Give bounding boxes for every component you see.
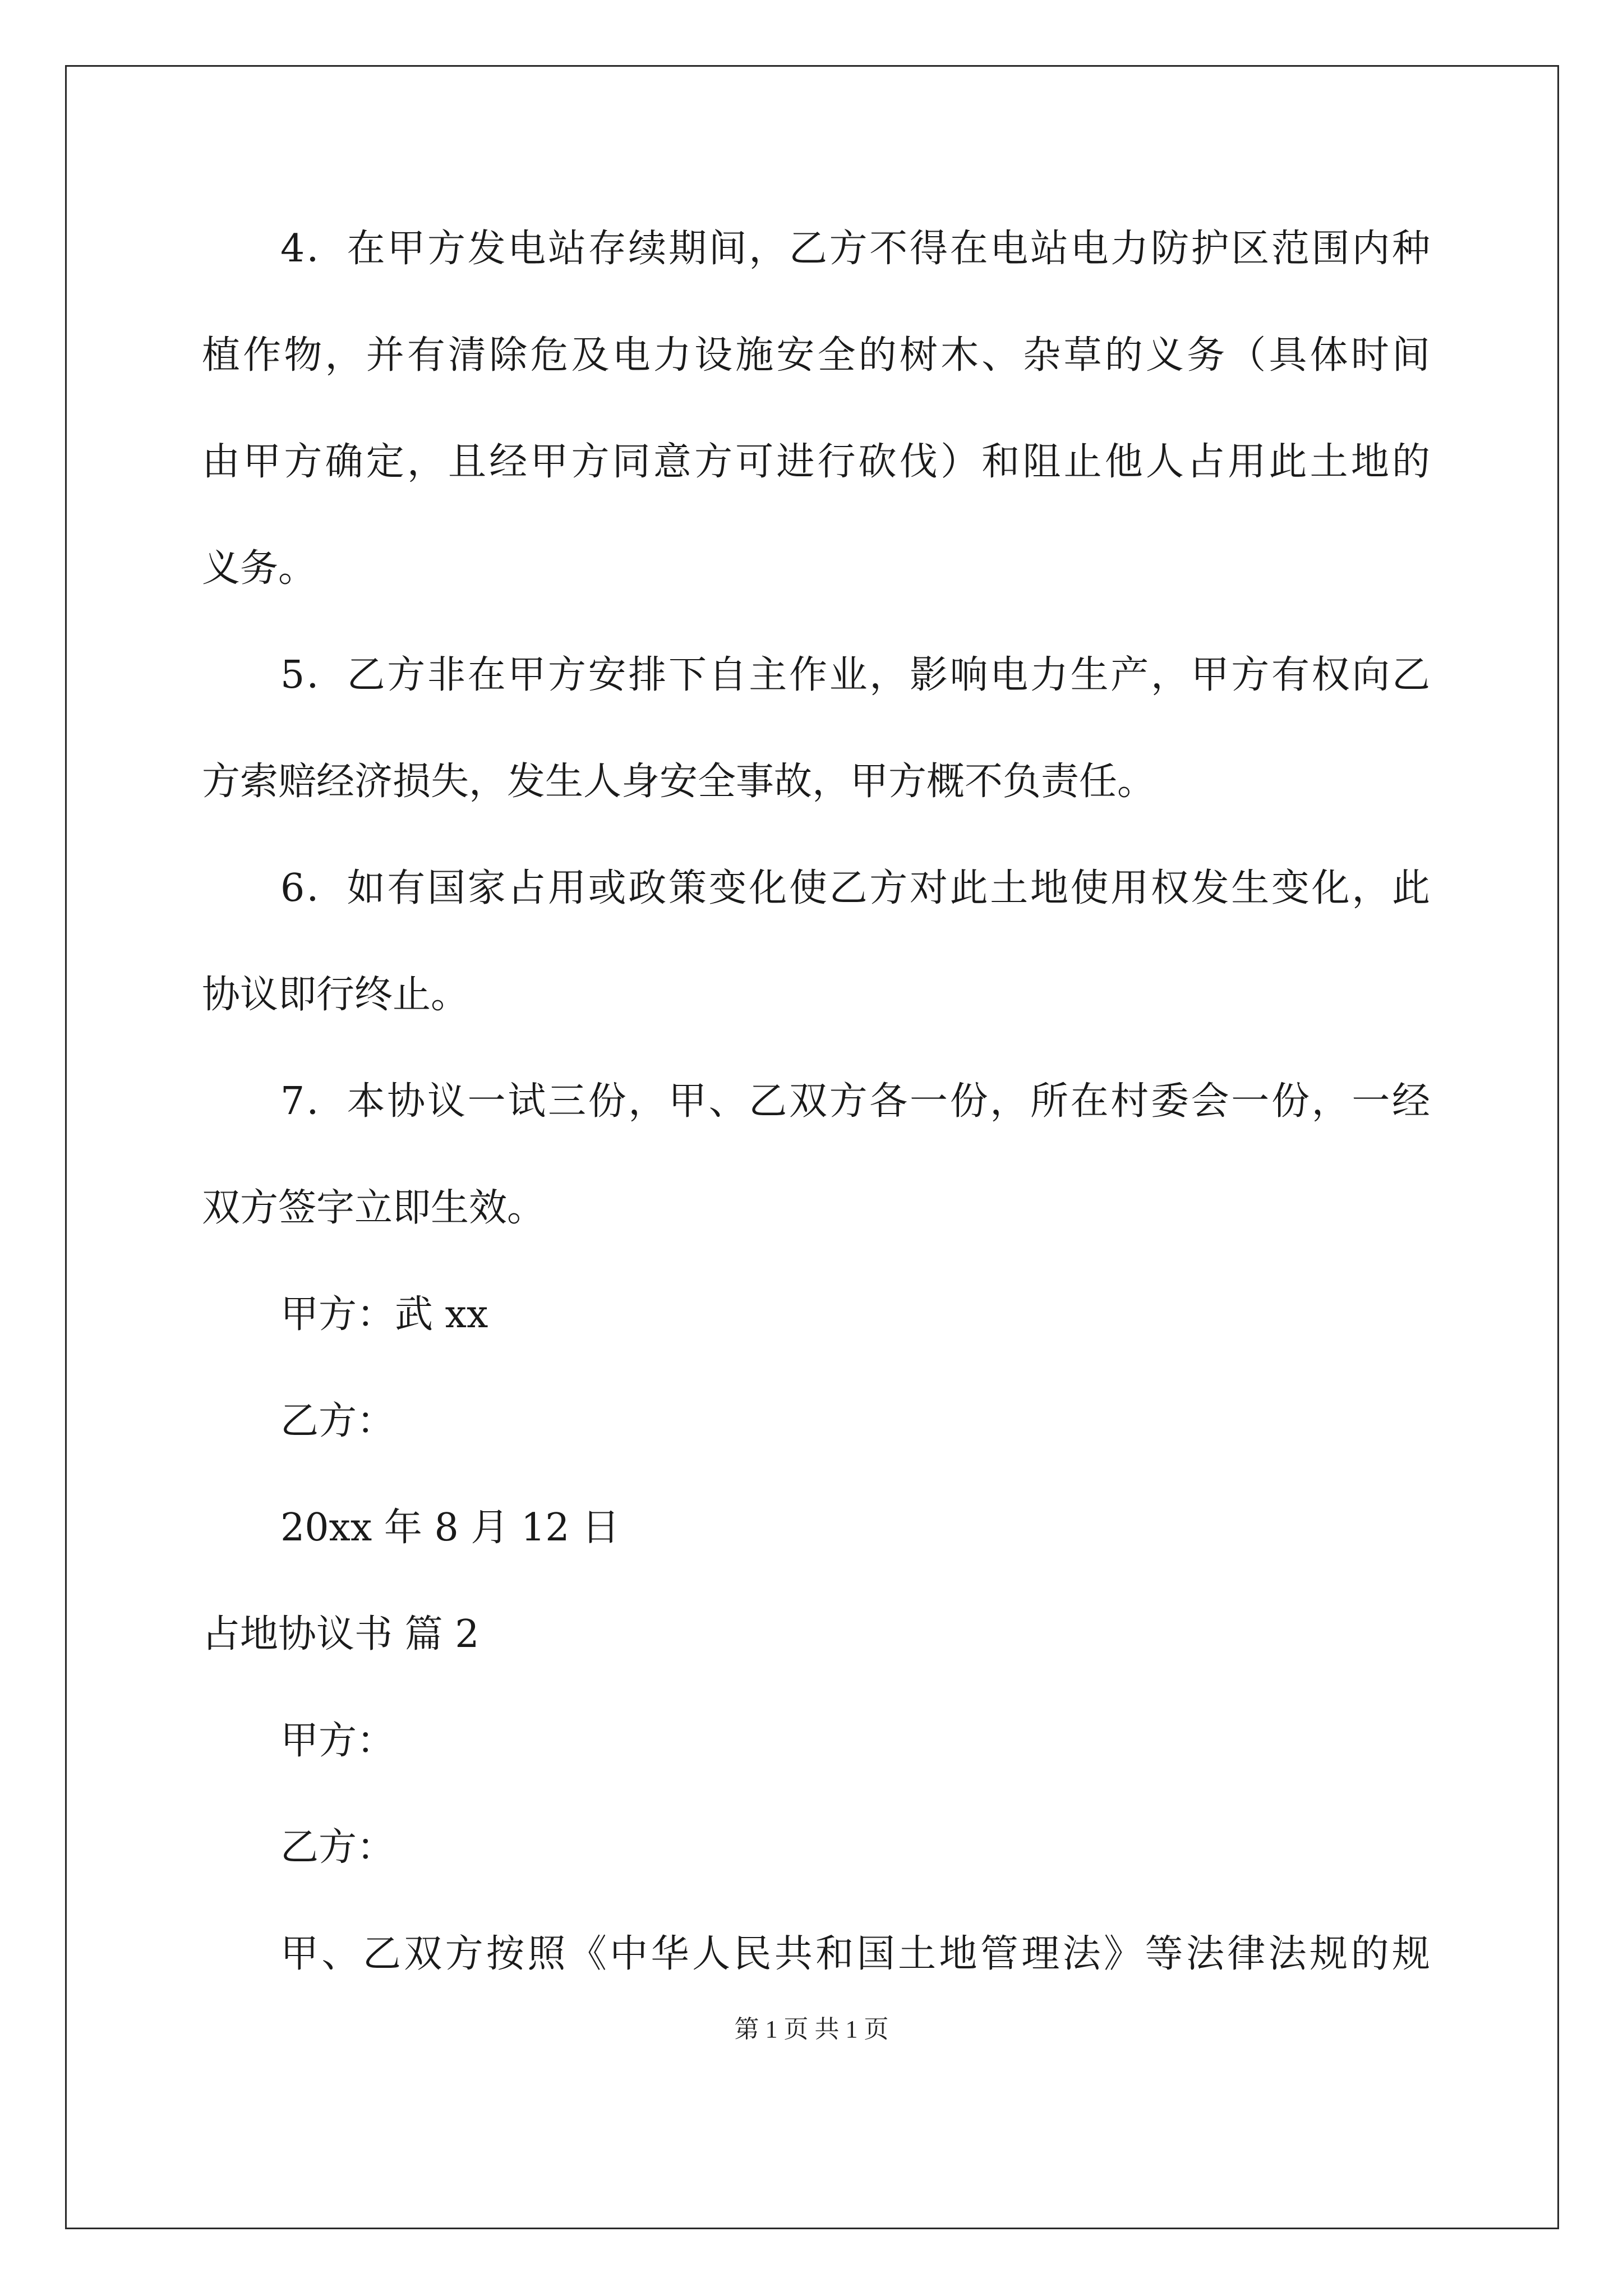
party-a-label: 甲方： — [280, 1719, 395, 1763]
paragraph-4-line-2: 植作物，并有清除危及电力设施安全的树木、杂草的义务（具体时间 — [202, 333, 1430, 378]
page-footer: 第 1 页 共 1 页 — [734, 2016, 889, 2043]
paragraph-4-line-4: 义务。 — [202, 546, 317, 591]
paragraph-6-line-1: 6．如有国家占用或政策变化使乙方对此土地使用权发生变化，此 — [280, 866, 1430, 910]
paragraph-5-line-2: 方索赔经济损失，发生人身安全事故，甲方概不负责任。 — [202, 760, 1156, 804]
paragraph-7-line-1: 7．本协议一试三份，甲、乙双方各一份，所在村委会一份，一经 — [280, 1079, 1430, 1124]
page-border — [65, 65, 1559, 2229]
intro-line-1: 甲、乙双方按照《中华人民共和国土地管理法》等法律法规的规 — [280, 1932, 1430, 1976]
paragraph-4-line-3: 由甲方确定，且经甲方同意方可进行砍伐）和阻止他人占用此土地的 — [202, 440, 1430, 484]
section-title: 占地协议书 篇 2 — [202, 1612, 479, 1657]
party-b-signature: 乙方： — [280, 1399, 395, 1443]
paragraph-5-line-1: 5．乙方非在甲方安排下自主作业，影响电力生产，甲方有权向乙 — [280, 653, 1430, 697]
paragraph-4-line-1: 4．在甲方发电站存续期间，乙方不得在电站电力防护区范围内种 — [280, 227, 1430, 271]
paragraph-6-line-2: 协议即行终止。 — [202, 973, 469, 1017]
agreement-date: 20xx 年 8 月 12 日 — [280, 1506, 620, 1550]
paragraph-7-line-2: 双方签字立即生效。 — [202, 1186, 546, 1230]
party-a-signature: 甲方：武 xx — [280, 1292, 488, 1337]
party-b-label: 乙方： — [280, 1825, 395, 1870]
